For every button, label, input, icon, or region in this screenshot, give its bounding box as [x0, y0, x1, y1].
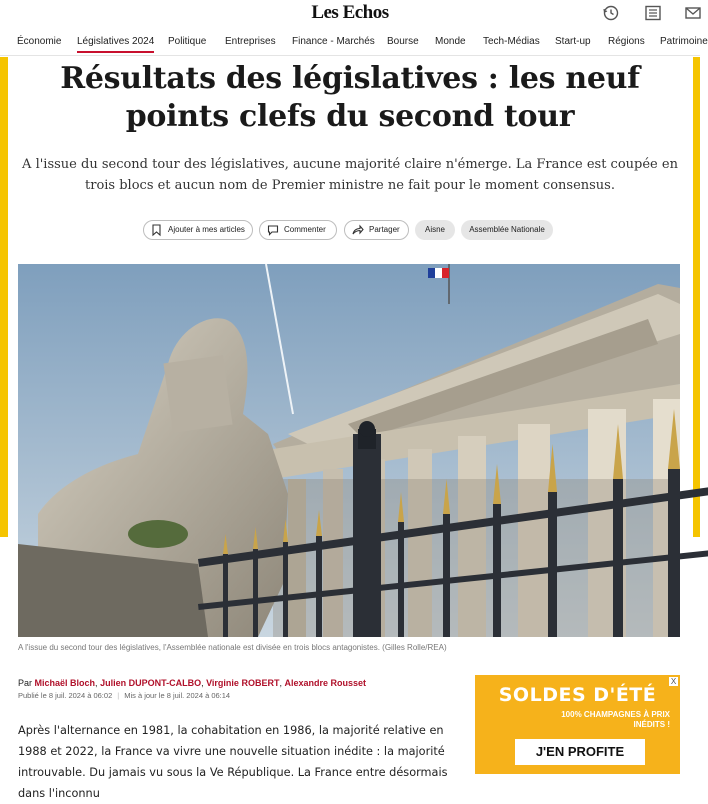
add-to-articles-button[interactable] — [143, 220, 253, 240]
article-main-photo — [18, 264, 680, 637]
nav-item-politique[interactable]: Politique — [168, 36, 207, 47]
ad-close-icon[interactable]: X — [670, 677, 677, 686]
byline: Par Michaël Bloch, Julien DUPONT-CALBO, Virginie ROBERT, Alexandre Rousset — [18, 678, 366, 688]
article-chapo: A l'issue du second tour des législatives, aucune majorité claire n'émerge. La France est coupée en trois blocs et aucun nom de Premier ministre ne fait pour le moment consensus. — [22, 157, 678, 193]
history-icon[interactable] — [601, 3, 621, 23]
assemblee-nationale-photo — [18, 264, 680, 637]
article-actions — [0, 220, 700, 242]
side-ad-left[interactable] — [0, 57, 8, 537]
nav-item-bourse[interactable]: Bourse — [387, 36, 419, 47]
ad-title: SOLDES D'ÉTÉ — [498, 684, 657, 706]
ad-subtitle-line-2: INÉDITS ! — [633, 720, 670, 729]
promo-ad[interactable] — [475, 675, 680, 774]
comment-icon — [267, 224, 279, 236]
side-ad-right[interactable] — [693, 57, 700, 537]
ad-cta-button[interactable]: J'EN PROFITE — [515, 739, 645, 765]
nav-item-economie[interactable]: Économie — [17, 36, 62, 47]
photo-caption: A l'issue du second tour des législatives, l'Assemblée nationale est divisée en trois blocs antagonistes. (Gilles Rolle/REA) — [18, 643, 447, 652]
add-to-articles-label: Ajouter à mes articles — [168, 225, 245, 234]
author-link[interactable]: Michaël Bloch — [34, 678, 96, 688]
nav-item-finance[interactable]: Finance - Marchés — [292, 36, 375, 47]
byline-prefix: Par — [18, 678, 33, 688]
comment-label: Commenter — [284, 225, 326, 234]
ad-subtitle-line-1: 100% CHAMPAGNES À PRIX — [561, 710, 670, 719]
section-nav — [0, 32, 708, 56]
ad-subtitle — [475, 710, 670, 730]
nav-item-regions[interactable]: Régions — [608, 36, 645, 47]
nav-item-entreprises[interactable]: Entreprises — [225, 36, 276, 47]
author-link[interactable]: Alexandre Rousset — [284, 678, 366, 688]
share-button[interactable] — [344, 220, 409, 240]
nav-item-monde[interactable]: Monde — [435, 36, 466, 47]
tag-aisne[interactable]: Aisne — [415, 220, 455, 240]
updated-date: Mis à jour le 8 juil. 2024 à 06:14 — [124, 691, 231, 700]
author-link[interactable]: Virginie ROBERT — [206, 678, 280, 688]
author-link[interactable]: Julien DUPONT-CALBO — [100, 678, 202, 688]
nav-item-tech-medias[interactable]: Tech-Médias — [483, 36, 540, 47]
top-bar — [0, 0, 700, 30]
article-body: Après l'alternance en 1981, la cohabitation en 1986, la majorité relative en 1988 et 2022, la France va vivre une nouvelle situation inédite : la majorité introuvable. Du jamais vu sous la Ve République. La France entre désormais dans l'inconnu — [18, 724, 448, 800]
comment-button[interactable] — [259, 220, 337, 240]
mail-icon[interactable] — [683, 3, 700, 23]
published-date: Publié le 8 juil. 2024 à 06:02 — [18, 691, 113, 700]
nav-item-start-up[interactable]: Start-up — [555, 36, 591, 47]
publish-dates: Publié le 8 juil. 2024 à 06:02 | Mis à jour le 8 juil. 2024 à 06:14 — [18, 691, 231, 700]
nav-item-legislatives[interactable]: Législatives 2024 — [77, 36, 155, 47]
nav-item-patrimoine[interactable]: Patrimoine — [660, 36, 708, 47]
newspaper-icon[interactable] — [643, 3, 663, 23]
article-title: Résultats des législatives : les neuf points clefs du second tour — [60, 61, 640, 134]
tag-assemblee-nationale[interactable]: Assemblée Nationale — [461, 220, 553, 240]
site-logo[interactable]: Les Echos — [311, 2, 389, 23]
share-icon — [352, 224, 364, 236]
share-label: Partager — [369, 225, 400, 234]
bookmark-icon — [151, 224, 162, 236]
